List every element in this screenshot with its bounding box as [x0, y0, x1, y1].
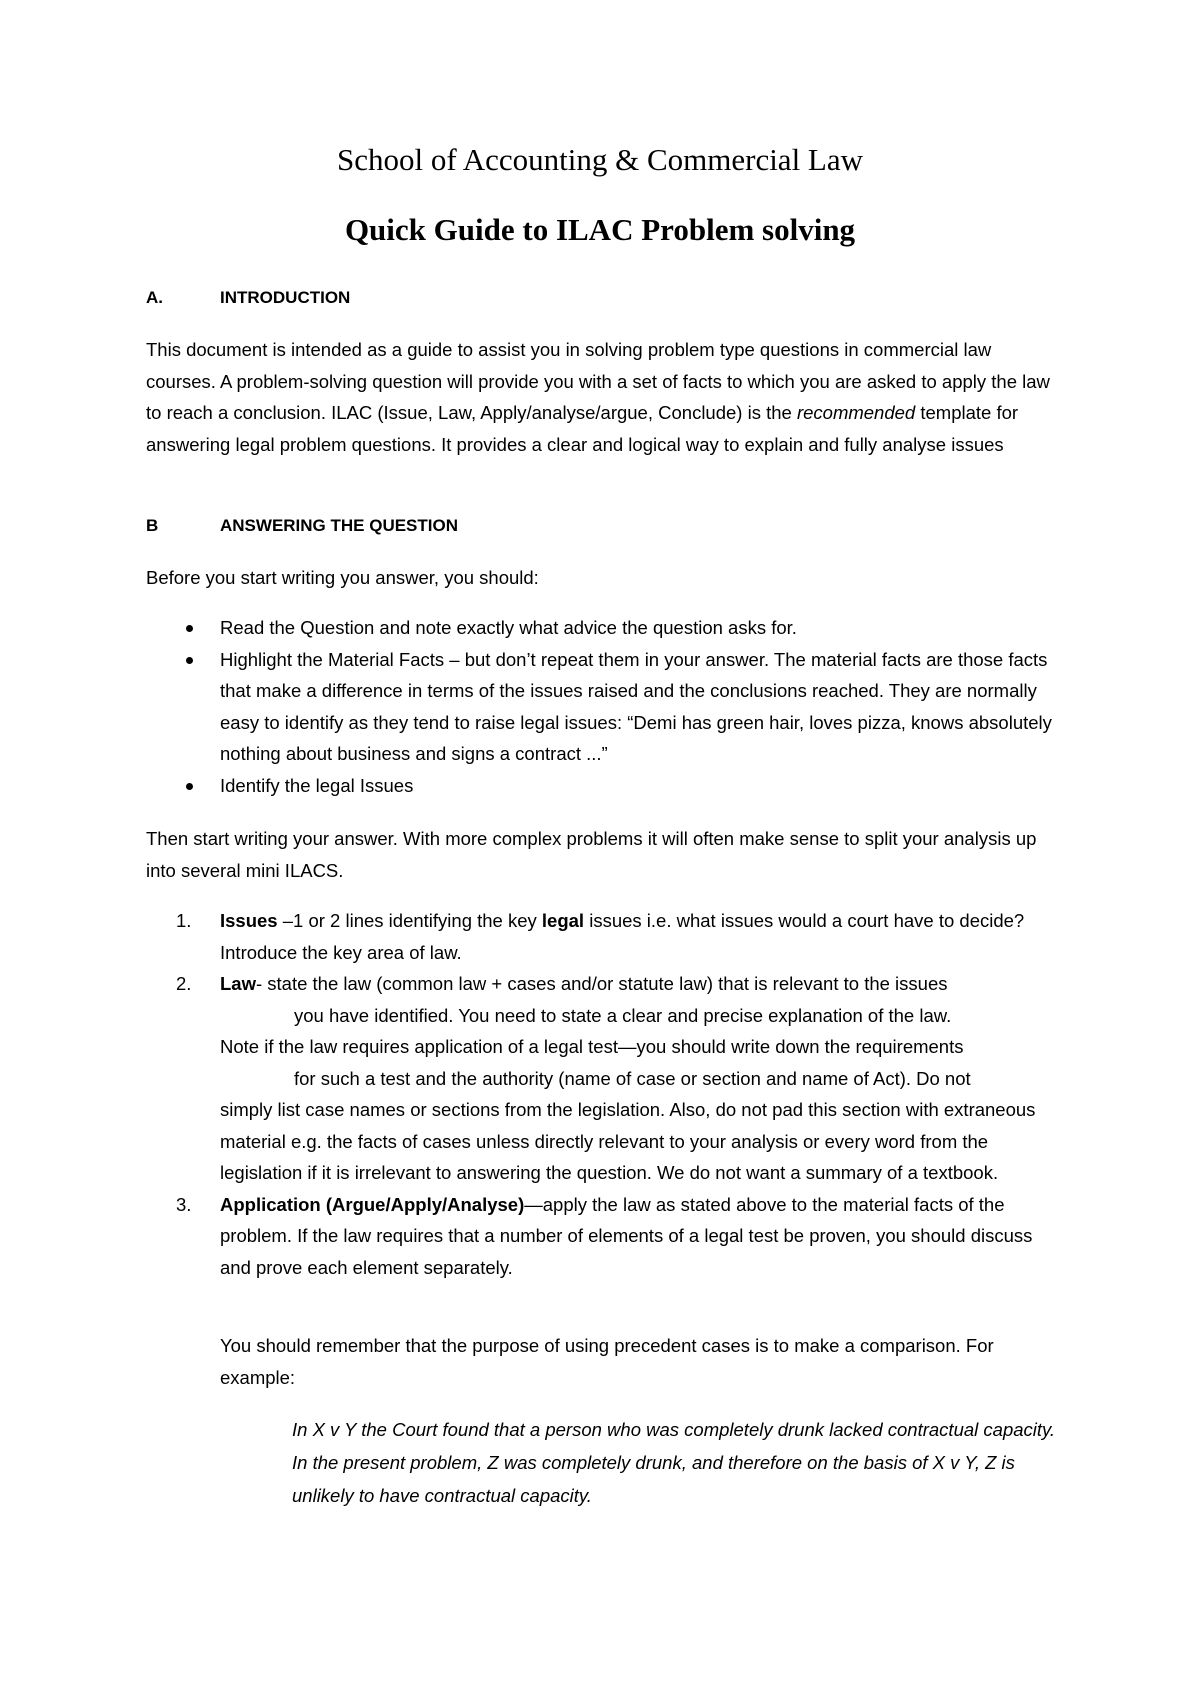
- intro-emphasis: recommended: [796, 402, 916, 423]
- before-writing-paragraph: Before you start writing you answer, you should:: [146, 567, 539, 588]
- step-text: –1 or 2 lines identifying the key: [277, 910, 542, 931]
- section-b-title: ANSWERING THE QUESTION: [220, 516, 459, 535]
- step-number: 2.: [176, 973, 192, 994]
- list-item: [146, 644, 1066, 770]
- step-number: 1.: [176, 910, 192, 931]
- intro-text-1: This document is intended as a guide to assist you in solving problem type questions in commercial law courses. A problem-solving question will provide you with a set of facts to which you are asked to apply the law to reach a conclusion. ILAC (Issue, Law, Apply/analyse/argue, Conclude) is the: [146, 339, 1050, 423]
- introduction-paragraph: [146, 334, 1066, 460]
- step-label: Law: [220, 973, 256, 994]
- intro-text-2: template for answering legal problem questions. It provides a clear and logical way to explain and fully analyse issues: [146, 402, 1019, 455]
- section-a-title: INTRODUCTION: [220, 288, 351, 307]
- bullet-text: Highlight the Material Facts – but don’t repeat them in your answer. The material facts are those facts that make a difference in terms of the issues raised and the conclusions reached. They are normally easy to identify as they tend to raise legal issues: “Demi has green hair, loves pizza, knows absolutely nothing about business and signs a contract ...”: [220, 648, 1052, 764]
- then-start-paragraph: Then start writing your answer. With more complex problems it will often make sense to split your analysis up into several mini ILACS.: [146, 828, 1037, 881]
- list-item: [146, 968, 1066, 1189]
- bullet-icon: [186, 783, 193, 790]
- section-b-number: B: [146, 516, 159, 535]
- step-text: for such a test and the authority (name of case or section and name of Act). Do not: [294, 1067, 971, 1089]
- step-label: Application (Argue/Apply/Analyse): [220, 1193, 525, 1215]
- list-item: [146, 770, 1066, 802]
- example-quote: In X v Y the Court found that a person who was completely drunk lacked contractual capacity. In the present problem, Z was completely drunk, and therefore on the basis of X v Y, Z is unlikely to have contractual capacity.: [292, 1419, 1056, 1506]
- section-a-heading: [146, 288, 350, 308]
- list-item: [146, 905, 1066, 968]
- school-name: School of Accounting & Commercial Law: [336, 142, 864, 177]
- step-text: issues i.e. what issues would a court have to decide? Introduce the key area of law.: [220, 910, 1025, 963]
- step-text: Note if the law requires application of a legal test—you should write down the requirements: [220, 1036, 964, 1057]
- section-b-heading: [146, 516, 458, 536]
- bullet-icon: [186, 657, 193, 664]
- ilac-steps-list: [146, 905, 1066, 1283]
- list-item: [146, 1189, 1066, 1284]
- preparation-bullet-list: [146, 612, 1066, 801]
- step-label: Issues: [220, 910, 278, 931]
- step-text: - state the law (common law + cases and/or statute law) that is relevant to the issues: [255, 973, 948, 994]
- step-text: you have identified. You need to state a clear and precise explanation of the law.: [294, 1004, 952, 1026]
- step-text: simply list case names or sections from the legislation. Also, do not pad this section with extraneous material e.g. the facts of cases unless directly relevant to your analysis or every word from the legislation if it is irrelevant to answering the question. We do not want a summary of a textbook.: [220, 1099, 1036, 1183]
- bullet-icon: [186, 625, 193, 632]
- bullet-text: Identify the legal Issues: [220, 774, 414, 796]
- step-number: 3.: [176, 1193, 192, 1215]
- step-bold-word: legal: [541, 910, 585, 931]
- list-item: [146, 612, 1066, 644]
- section-a-number: A.: [146, 288, 163, 307]
- step-text: —apply the law as stated above to the material facts of the problem. If the law requires that a number of elements of a legal test be proven, you should discuss and prove each element separately.: [220, 1193, 1033, 1278]
- precedent-paragraph: You should remember that the purpose of using precedent cases is to make a comparison. For example:: [220, 1335, 994, 1388]
- document-title: Quick Guide to ILAC Problem solving: [344, 212, 856, 247]
- bullet-text: Read the Question and note exactly what advice the question asks for.: [220, 617, 797, 638]
